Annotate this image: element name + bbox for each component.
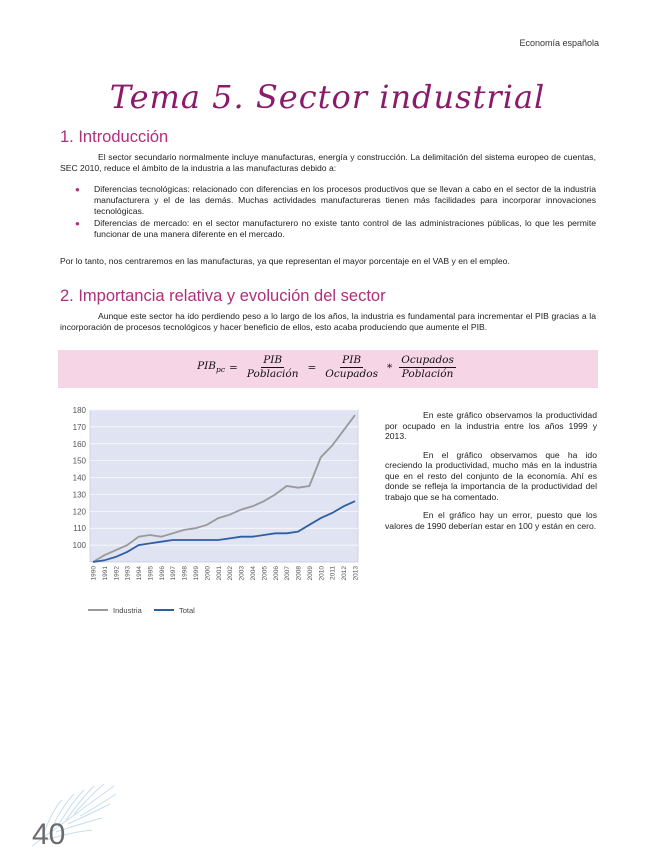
x-tick-label: 2007 [284,566,292,581]
conclusion-paragraph: Por lo tanto, nos centraremos en las manufacturas, ya que representan el mayor porcentaje en el VAB y en el empleo. [60,256,510,266]
fraction-pib-ocupados: $\frac{\text{PIB}}{\text{Ocupados}}$ [325,354,378,380]
y-tick-label: 160 [72,439,86,449]
y-tick-label: 120 [72,507,86,517]
intro-paragraph: El sector secundario normalmente incluye manufacturas, energía y construcción. La delimitación del sistema europeo de cuentas, SEC 2010, reduce el ámbito de la industria a las manufacturas debido a: [60,152,596,173]
x-tick-label: 2010 [318,566,326,581]
y-tick-label: 130 [72,490,86,500]
formula-equals: = [307,361,317,374]
x-tick-label: 2008 [295,566,303,581]
fraction-pib-poblacion: $\frac{\text{PIB}}{\text{Población}}$ [246,354,299,380]
y-tick-label: 180 [72,406,86,415]
x-tick-label: 2011 [329,566,337,580]
list-item: ● Diferencias tecnológicas: relacionado con diferencias en los procesos productivos que se llevan a cabo en el sector de la industria manufacturera y el de las demás. Muchas actividades manufactureras tienen más facilidades para incorporar innovaciones tecnológicas. [75,184,596,216]
commentary-paragraph: En el gráfico observamos que ha ido creciendo la productividad, mucho más en la industria que en el resto del conjunto de la economía. Ahí es donde se refleja la importancia de la productividad del trabajo que se ha comentado. [385,449,597,502]
formula-equals: = [229,361,238,374]
x-tick-label: 2005 [261,566,269,581]
x-tick-label: 2002 [227,566,235,581]
y-tick-label: 150 [72,456,86,466]
pib-formula [58,354,598,381]
chart-commentary [385,410,597,539]
x-tick-label: 1999 [193,566,201,581]
x-tick-label: 2000 [204,566,212,581]
x-tick-label: 1995 [147,566,155,581]
y-tick-label: 140 [72,473,86,483]
running-header: Economía española [519,38,599,48]
x-tick-label: 2009 [306,566,314,581]
bullet-icon: ● [75,185,80,194]
bullet-icon: ● [75,219,80,228]
page-number: 40 [32,818,66,851]
x-tick-label: 2012 [341,566,349,581]
list-item: ● Diferencias de mercado: en el sector manufacturero no existe tanto control de las administraciones públicas, lo que les permite funcionar de una manera diferente en el mercado. [75,218,596,239]
fraction-ocupados-poblacion: $\frac{\text{Ocupados}}{\text{Población}}$ [401,354,454,380]
commentary-paragraph: En el gráfico hay un error, puesto que los valores de 1990 deberían estar en 100 y están en cero. [385,510,597,531]
x-tick-label: 1992 [113,566,121,581]
legend-label: Total [179,606,195,615]
x-tick-label: 1993 [124,566,132,581]
x-tick-label: 2004 [249,566,257,581]
x-tick-label: 1996 [158,566,166,581]
x-tick-label: 2013 [352,566,360,581]
productivity-chart [60,402,362,626]
y-tick-label: 170 [72,422,86,432]
page-title: Tema 5. Sector industrial [109,78,546,116]
y-tick-label: 100 [72,541,86,551]
formula-band [58,350,598,388]
importancia-paragraph: Aunque este sector ha ido perdiendo peso a lo largo de los años, la industria es fundamental para incrementar el PIB gracias a la incorporación de procesos tecnológicos y hacer beneficio de ellos, esto acaba produciendo que aumente el PIB. [60,311,596,332]
x-tick-label: 1991 [101,566,109,581]
x-tick-label: 1998 [181,566,189,581]
legend-label: Industria [113,606,142,615]
reasons-list [60,184,596,241]
formula-times: * [386,361,393,374]
formula-lhs: $PIB_{pc}$ [197,360,226,375]
x-tick-label: 1997 [170,566,178,581]
commentary-paragraph: En este gráfico observamos la productividad por ocupado en la industria entre los años 1999 y 2013. [385,410,597,441]
x-tick-label: 2003 [238,566,246,581]
x-tick-label: 2001 [215,566,223,581]
x-tick-label: 2006 [272,566,280,581]
x-tick-label: 1994 [136,566,144,581]
section-heading-importancia: 2. Importancia relativa y evolución del sector [60,287,386,305]
y-tick-label: 110 [73,524,86,534]
x-tick-label: 1990 [90,566,98,581]
section-heading-introduccion: 1. Introducción [60,128,169,146]
